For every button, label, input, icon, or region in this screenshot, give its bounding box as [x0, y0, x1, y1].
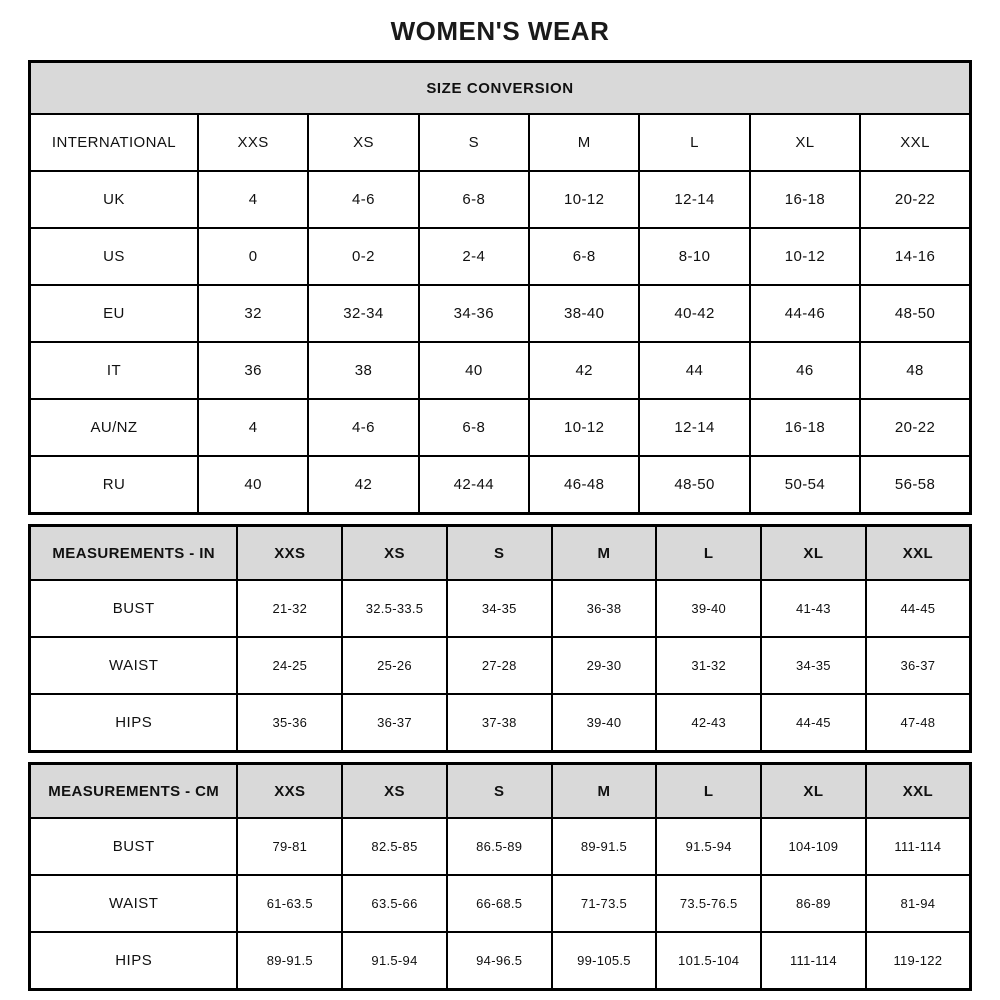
cell: 48-50 — [639, 456, 749, 514]
size-conversion-table — [28, 60, 972, 515]
row-label-aunz: AU/NZ — [30, 399, 198, 456]
cell: 41-43 — [761, 580, 866, 637]
row-label-eu: EU — [30, 285, 198, 342]
cell: 12-14 — [639, 171, 749, 228]
cell: 79-81 — [237, 818, 342, 875]
cell: 16-18 — [750, 399, 860, 456]
cell: 38 — [308, 342, 418, 399]
cell: 46 — [750, 342, 860, 399]
col-header-xxs: XXS — [237, 526, 342, 581]
cell: 56-58 — [860, 456, 970, 514]
cell: 94-96.5 — [447, 932, 552, 990]
col-header-m: M — [552, 764, 657, 819]
cell: 27-28 — [447, 637, 552, 694]
row-label-waist: WAIST — [30, 637, 238, 694]
cell: 4-6 — [308, 399, 418, 456]
col-header-m: M — [552, 526, 657, 581]
col-header-xxs: XXS — [237, 764, 342, 819]
cell: 32-34 — [308, 285, 418, 342]
cell: 81-94 — [866, 875, 971, 932]
cell: 6-8 — [419, 399, 529, 456]
cell: 10-12 — [750, 228, 860, 285]
col-header-s: S — [447, 526, 552, 581]
cell: 71-73.5 — [552, 875, 657, 932]
cell: 40 — [198, 456, 308, 514]
table-row — [30, 932, 971, 990]
cell: 0-2 — [308, 228, 418, 285]
cell: 32 — [198, 285, 308, 342]
cell: 40-42 — [639, 285, 749, 342]
cell: 48-50 — [860, 285, 970, 342]
cell: 119-122 — [866, 932, 971, 990]
col-header-measurements-in: MEASUREMENTS - IN — [30, 526, 238, 581]
col-header-xl: XL — [761, 526, 866, 581]
col-header-international: INTERNATIONAL — [30, 114, 198, 171]
cell: 31-32 — [656, 637, 761, 694]
cell: 21-32 — [237, 580, 342, 637]
cell: 66-68.5 — [447, 875, 552, 932]
col-header-xxs: XXS — [198, 114, 308, 171]
col-header-l: L — [639, 114, 749, 171]
cell: 36-37 — [342, 694, 447, 752]
cell: 44 — [639, 342, 749, 399]
col-header-l: L — [656, 526, 761, 581]
table-row — [30, 875, 971, 932]
cell: 10-12 — [529, 399, 639, 456]
measurements-cm-table — [28, 762, 972, 991]
table-row — [30, 694, 971, 752]
cell: 6-8 — [529, 228, 639, 285]
cell: 4 — [198, 171, 308, 228]
col-header-xs: XS — [308, 114, 418, 171]
col-header-xxl: XXL — [860, 114, 970, 171]
cell: 10-12 — [529, 171, 639, 228]
cell: 111-114 — [761, 932, 866, 990]
cell: 99-105.5 — [552, 932, 657, 990]
col-header-xs: XS — [342, 526, 447, 581]
cell: 40 — [419, 342, 529, 399]
cell: 34-35 — [761, 637, 866, 694]
cell: 101.5-104 — [656, 932, 761, 990]
cell: 34-35 — [447, 580, 552, 637]
cell: 25-26 — [342, 637, 447, 694]
cell: 12-14 — [639, 399, 749, 456]
col-header-s: S — [447, 764, 552, 819]
cell: 16-18 — [750, 171, 860, 228]
col-header-xl: XL — [761, 764, 866, 819]
size-conversion-band-title: SIZE CONVERSION — [30, 62, 971, 115]
col-header-s: S — [419, 114, 529, 171]
cell: 44-45 — [866, 580, 971, 637]
cell: 24-25 — [237, 637, 342, 694]
measurements-in-table — [28, 524, 972, 753]
cell: 82.5-85 — [342, 818, 447, 875]
row-label-us: US — [30, 228, 198, 285]
col-header-xxl: XXL — [866, 764, 971, 819]
page-title: WOMEN'S WEAR — [390, 16, 610, 46]
cell: 39-40 — [552, 694, 657, 752]
cell: 104-109 — [761, 818, 866, 875]
measurements-in-header-row — [30, 526, 971, 581]
col-header-xl: XL — [750, 114, 860, 171]
cell: 4 — [198, 399, 308, 456]
table-row — [30, 580, 971, 637]
cell: 111-114 — [866, 818, 971, 875]
row-label-ru: RU — [30, 456, 198, 514]
table-row — [30, 228, 971, 285]
size-conversion-band-row — [30, 62, 971, 115]
cell: 35-36 — [237, 694, 342, 752]
cell: 42 — [529, 342, 639, 399]
cell: 42 — [308, 456, 418, 514]
cell: 37-38 — [447, 694, 552, 752]
cell: 6-8 — [419, 171, 529, 228]
cell: 91.5-94 — [342, 932, 447, 990]
measurements-cm-header-row — [30, 764, 971, 819]
col-header-xs: XS — [342, 764, 447, 819]
cell: 20-22 — [860, 399, 970, 456]
cell: 73.5-76.5 — [656, 875, 761, 932]
cell: 89-91.5 — [237, 932, 342, 990]
cell: 20-22 — [860, 171, 970, 228]
col-header-xxl: XXL — [866, 526, 971, 581]
col-header-m: M — [529, 114, 639, 171]
cell: 44-46 — [750, 285, 860, 342]
row-label-bust: BUST — [30, 818, 238, 875]
table-row — [30, 342, 971, 399]
cell: 38-40 — [529, 285, 639, 342]
table-row — [30, 399, 971, 456]
row-label-bust: BUST — [30, 580, 238, 637]
row-label-uk: UK — [30, 171, 198, 228]
col-header-l: L — [656, 764, 761, 819]
cell: 86.5-89 — [447, 818, 552, 875]
cell: 34-36 — [419, 285, 529, 342]
cell: 42-44 — [419, 456, 529, 514]
row-label-hips: HIPS — [30, 694, 238, 752]
cell: 61-63.5 — [237, 875, 342, 932]
table-row — [30, 285, 971, 342]
cell: 39-40 — [656, 580, 761, 637]
cell: 50-54 — [750, 456, 860, 514]
size-conversion-header-row — [30, 114, 971, 171]
cell: 89-91.5 — [552, 818, 657, 875]
col-header-measurements-cm: MEASUREMENTS - CM — [30, 764, 238, 819]
cell: 86-89 — [761, 875, 866, 932]
cell: 2-4 — [419, 228, 529, 285]
cell: 4-6 — [308, 171, 418, 228]
cell: 48 — [860, 342, 970, 399]
cell: 36 — [198, 342, 308, 399]
cell: 91.5-94 — [656, 818, 761, 875]
cell: 32.5-33.5 — [342, 580, 447, 637]
cell: 8-10 — [639, 228, 749, 285]
cell: 0 — [198, 228, 308, 285]
row-label-hips: HIPS — [30, 932, 238, 990]
table-row — [30, 637, 971, 694]
cell: 63.5-66 — [342, 875, 447, 932]
table-row — [30, 818, 971, 875]
cell: 36-37 — [866, 637, 971, 694]
cell: 47-48 — [866, 694, 971, 752]
row-label-it: IT — [30, 342, 198, 399]
cell: 44-45 — [761, 694, 866, 752]
table-row — [30, 171, 971, 228]
cell: 36-38 — [552, 580, 657, 637]
cell: 42-43 — [656, 694, 761, 752]
cell: 46-48 — [529, 456, 639, 514]
table-row — [30, 456, 971, 514]
row-label-waist: WAIST — [30, 875, 238, 932]
cell: 14-16 — [860, 228, 970, 285]
cell: 29-30 — [552, 637, 657, 694]
